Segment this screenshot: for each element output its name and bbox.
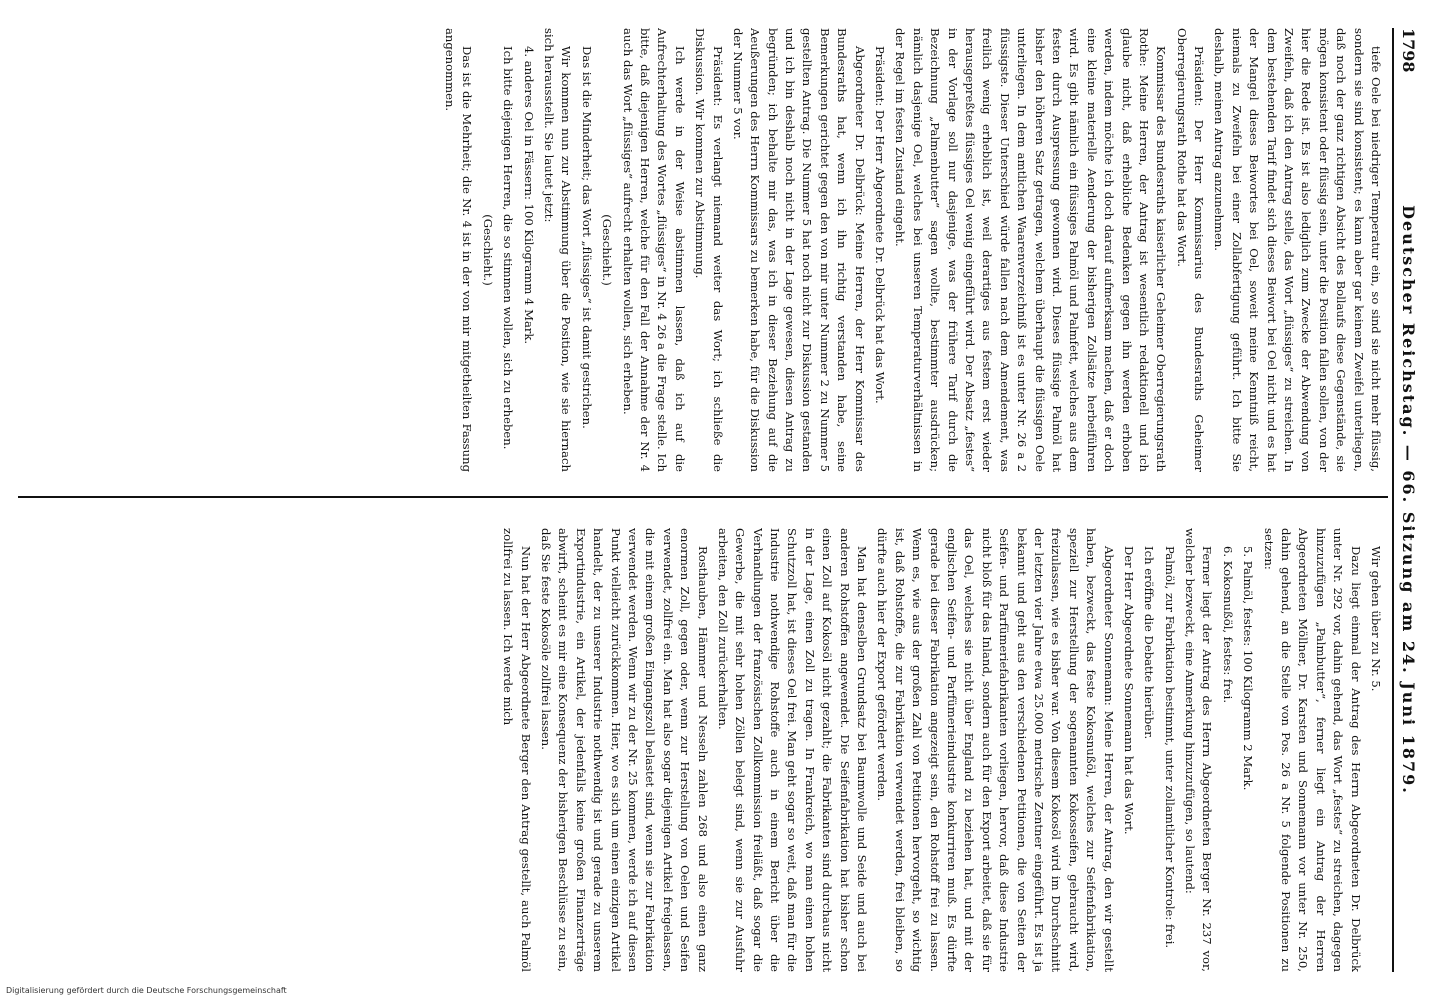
paragraph: (Geschieht.) <box>600 214 615 286</box>
page-title: Deutscher Reichstag. — 66. Sitzung am 24. Juni 1879. <box>1399 205 1418 795</box>
paragraph: Präsident: Es verlangt niemand weiter das Wort; ich schließe die Diskussion. Wir kommen zur Abstimmung. <box>693 28 725 472</box>
paragraph: Man hat denselben Grundsatz bei Baumwolle und Seide und auch bei anderen Rohstoffen angewendet. Die Seifenfabrikation hat bisher schon einen Zoll auf Kokosöl nicht gezahlt; die Fabrikanten sind durchaus nicht in der Lage, einen Zoll zu tragen. In Frankreich, wo man einen hohen Schutzzoll hat, ist dieses Oel frei. Man geht sogar so weit, daß man für die Industrie nothwendige Rohstoffe auch in einem Bericht über die Verhandlungen der französischen Zollkommission freiläßt, daß sogar die Gewerbe, die mit sehr hohen Zöllen belegt sind, wenn sie zur Ausfuhr arbeiten, den Zoll zurückerhalten. <box>715 528 870 972</box>
paragraph: 6. Kokosnußöl, festes: frei. <box>1220 546 1235 704</box>
paragraph: Ferner liegt der Antrag des Herrn Abgeordneten Berger Nr. 237 vor, welcher bezweckt, eine Anmerkung hinzuzufügen, so lautend: <box>1183 528 1215 972</box>
paragraph: Ich werde in der Weise abstimmen lassen, daß ich auf die Aufrechterhaltung des Wortes „flüssiges“ in Nr. 4 26 a die Frage stelle. Ich bitte, daß diejenigen Herren, welche für den Fall der Annahme der Nr. 4 auch das Wort „flüssiges“ aufrecht erhalten wollen, sich erheben. <box>620 28 687 472</box>
paragraph: Das ist die Minderheit; das Wort „flüssiges“ ist damit gestrichen. <box>579 46 594 429</box>
paragraph: Nun hat der Herr Abgeordnete Berger den Antrag gestellt, auch Palmöl zollfrei zu lassen. Ich werde mich <box>501 528 533 972</box>
digitization-note <box>0 986 1432 1000</box>
right-column <box>24 528 1384 972</box>
paragraph: Ich eröffne die Debatte hierüber. <box>1142 546 1157 740</box>
paragraph: Das ist die Mehrheit; die Nr. 4 ist in der von mir mitgetheilten Fassung angenommen. <box>443 28 475 472</box>
paragraph: Palmöl, zur Fabrikation bestimmt, unter zollamtlicher Kontrole: frei. <box>1162 546 1177 949</box>
footer-text: Digitalisierung gefördert durch die Deutsche Forschungsgemeinschaft <box>6 986 287 995</box>
paragraph: Abgeordneter Sonnemann: Meine Herren, der Antrag, den wir gestellt haben, bezweckt, das feste Kokosnußöl, welches zur Seifenfabrikation, speziell zur Herstellung der sogenannten Kokosseifen, gebraucht wird, freizulassen, wie es bisher war. Von diesem Kokosöl wird im Durchschnitt der letzten vier Jahre etwa 25.000 metrische Zentner eingeführt. Es ist ja bekannt und geht aus den verschiedenen Petitionen, die von Seiten der Seifen- und Parfümeriefabrikanten vorliegen, hervor, daß diese Industrie nicht bloß für das Inland, sondern auch für den Export arbeitet, daß sie für das Oel, welches sie nicht über England zu beziehen hat, und mit der englischen Seifen- und Parfümerieindustrie konkurriren muß. Es dürfte gerade bei dieser Fabrikation angezeigt sein, den Rohstoff frei zu lassen. Wenn es, wie aus der großen Zahl von Petitionen hervorgeht, so wichtig ist, daß Rohstoffe, die zur Fabrikation verwendet werden, frei bleiben, so dürfte auch hier der Export gefördert werden. <box>875 528 1116 972</box>
paragraph: Präsident: Der Herr Kommissarius des Bundesraths Geheimer Oberregierungsrath Rothe hat das Wort. <box>1174 28 1207 472</box>
paragraph: 5. Palmöl, festes: 100 Kilogramm 2 Mark. <box>1241 546 1256 791</box>
left-column <box>24 28 1384 472</box>
page-number: 1798 <box>1399 28 1418 73</box>
paragraph: tiefe Oele bei niedriger Temperatur ein, so sind sie nicht mehr flüssig, sondern sie sind konsistent; es kann aber gar keinem Zweifel unterliegen, daß noch der ganz richtigen Absicht des Bollaufs diese Gegenstände, sie mögen konsistent oder flüssig sein, unter die Position fallen sollen, von der hier die Rede ist. Es ist also lediglich zum Zwecke der Abwendung von Zweifeln, daß ich den Antrag stelle, das Wort „flüssiges“ zu streichen. In dem bestehenden Tarif findet sich dieses Beiwort bei Oel nicht und es hat der Mangel dieses Beiwortes bei Oel, soweit meine Kenntniß reicht, niemals zu Zweifeln bei einer Zollabfertigung geführt. Ich bitte Sie deshalb, meinen Antrag anzunehmen. <box>1212 28 1383 472</box>
paragraph: Abgeordneter Dr. Delbrück: Meine Herren, der Herr Kommissar des Bundesraths hat, wenn ich ihn richtig verstanden habe, seine Bemerkungen gerichtet gegen den von mir unter Nummer 2 zu Nummer 5 gestellten Antrag. Die Nummer 5 hat noch nicht zur Diskussion gestanden und ich bin deshalb noch nicht in der Lage gewesen, diesen Antrag zu begründen; ich behalte mir das, was ich in dieser Beziehung auf die Aeußerungen des Herrn Kommissars zu bemerken habe, für die Diskussion der Nummer 5 vor. <box>730 28 867 472</box>
paragraph: Ich bitte diejenigen Herren, die so stimmen wollen, sich zu erheben. <box>501 46 516 450</box>
paragraph: Präsident: Der Herr Abgeordnete Dr. Delbrück hat das Wort. <box>873 46 888 404</box>
paragraph: Rosthauben, Hämmer und Nesseln zahlen 268 und also einen ganz enormen Zoll, gegen oder, wenn zur Herstellung von Oelen und Seifen verwendet, zollfrei ein. Man hat also sogar diejenigen Artikel freigelassen, die mit einem großen Eingangszoll belastet sind, wenn sie zur Fabrikation verwendet werden. Wenn wir zu der Nr. 25 kommen, werde ich auf diesen Punkt vielleicht zurückkommen. Hier, wo es sich um einen einzigen Artikel handelt, der zu unserer Industrie nothwendig ist und gerade zu unserem Exportindustrie, ein Artikel, der jedenfalls keine großen Finanzerträge abwirft, scheint es mir eine Konsequenz der bisherigen Beschlüsse zu sein, daß Sie feste Kokosöle zollfrei lassen. <box>539 528 710 972</box>
paragraph: 4. anderes Oel in Fässern: 100 Kilogramm 4 Mark. <box>521 46 536 345</box>
paragraph: Der Herr Abgeordnete Sonnemann hat das Wort. <box>1121 546 1136 835</box>
paragraph: (Geschieht.) <box>480 214 495 286</box>
paragraph: Wir gehen über zu Nr. 5. <box>1369 546 1383 692</box>
page-header <box>1392 28 1424 972</box>
paragraph: Kommissar des Bundesraths kaiserlicher Geheimer Oberregierungsrath Rothe: Meine Herren, der Antrag ist wesentlich redaktionell und ich glaube nicht, daß erhebliche Bedenken gegen ihn werden erhoben werden, indem möchte ich doch darauf aufmerksam machen, daß er doch eine kleine materielle Aenderung der bisherigen Zollsätze herbeiführen wird. Es gibt nämlich ein flüssiges Palmöl und Palmfett, welches aus dem festen durch Auspressung gewonnen wird. Dieses flüssige Palmöl hat bisher den höheren Satz getragen, welchem überhaupt die flüssigen Oele unterliegen. In dem amtlichen Waarenverzeichniß ist es unter Nr. 26 a 2 flüssigste. Dieser Unterschied würde fallen nach dem Amendement, was freilich wenig erheblich ist, weil derartiges aus festem erst wieder herausgepreßtes flüssiges Oel wenig eingeführt wird. Der Absatz „festes“ in der Vorlage soll nur dasjenige, was der frühere Tarif durch die Bezeichnung „Palmenbutter“ sagen wollte, bestimmter ausdrücken; nämlich dasjenige Oel, welches bei unseren Temperaturverhältnissen in der Regel im festen Zustand eingeht. <box>893 28 1169 472</box>
column-divider <box>18 496 1388 498</box>
paragraph: Wir kommen nun zur Abstimmung über die Position, wie sie hiernach sich herausstellt. Sie lautet jetzt: <box>542 28 574 472</box>
paragraph: Dazu liegt einmal der Antrag des Herrn Abgeordneten Dr. Delbrück unter Nr. 292 vor, dahin gehend, das Wort „festes“ zu streichen, dagegen hinzuzufügen „Palmbutter“, ferner liegt ein Antrag der Herren Abgeordneten Möllner, Dr. Karsten und Sonnemann vor unter Nr. 250, dahin gehend, an die Stelle von Pos. 26 a Nr. 5 folgende Positionen zu setzen: <box>1261 528 1363 972</box>
